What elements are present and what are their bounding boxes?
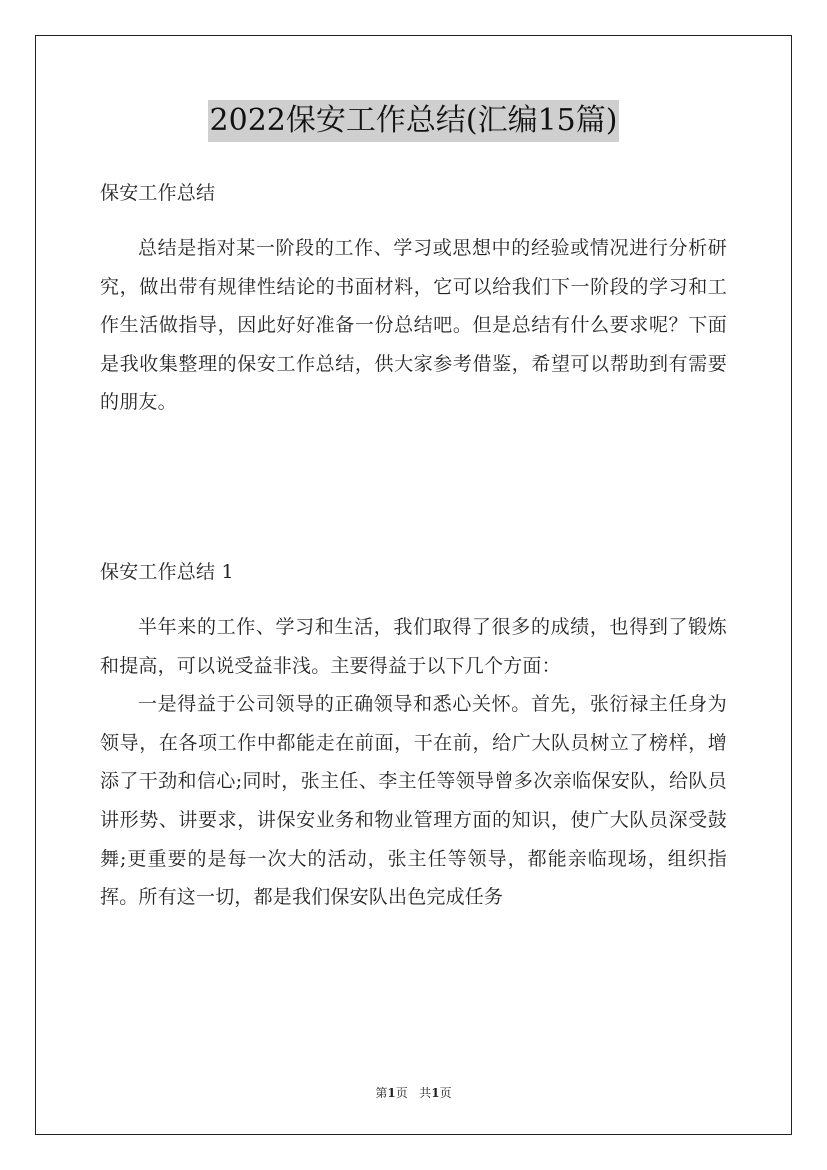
section-1-body <box>100 608 727 917</box>
total-prefix: 共 <box>419 1086 432 1100</box>
paragraph: 半年来的工作、学习和生活，我们取得了很多的成绩，也得到了锻炼和提高，可以说受益非浅。主要得益于以下几个方面： <box>100 616 727 677</box>
section-1 <box>100 557 727 587</box>
page-suffix: 页 <box>395 1086 408 1100</box>
total-pages: 1 <box>431 1086 440 1100</box>
section-intro-body <box>100 229 727 422</box>
section-heading: 保安工作总结 <box>100 182 216 204</box>
paragraph: 总结是指对某一阶段的工作、学习或思想中的经验或情况进行分析研究，做出带有规律性结论的书面材料，它可以给我们下一阶段的学习和工作生活做指导，因此好好准备一份总结吧。但是总结有什么要求呢？下面是我收集整理的保安工作总结，供大家参考借鉴，希望可以帮助到有需要的朋友。 <box>100 237 727 414</box>
section-intro <box>100 178 727 208</box>
total-suffix: 页 <box>439 1086 452 1100</box>
page-prefix: 第 <box>375 1086 388 1100</box>
title-container <box>0 100 827 142</box>
page-footer <box>0 1084 827 1101</box>
page-number: 1 <box>387 1086 396 1100</box>
document-title: 2022保安工作总结(汇编15篇) <box>208 100 620 142</box>
section-heading: 保安工作总结 1 <box>100 561 234 583</box>
paragraph: 一是得益于公司领导的正确领导和悉心关怀。首先，张衍禄主任身为领导，在各项工作中都能走在前面，干在前，给广大队员树立了榜样，增添了干劲和信心;同时，张主任、李主任等领导曾多次亲临保安队，给队员讲形势、讲要求，讲保安业务和物业管理方面的知识，使广大队员深受鼓舞;更重要的是每一次大的活动，张主任等领导，都能亲临现场，组织指挥。所有这一切，都是我们保安队出色完成任务 <box>100 693 727 909</box>
